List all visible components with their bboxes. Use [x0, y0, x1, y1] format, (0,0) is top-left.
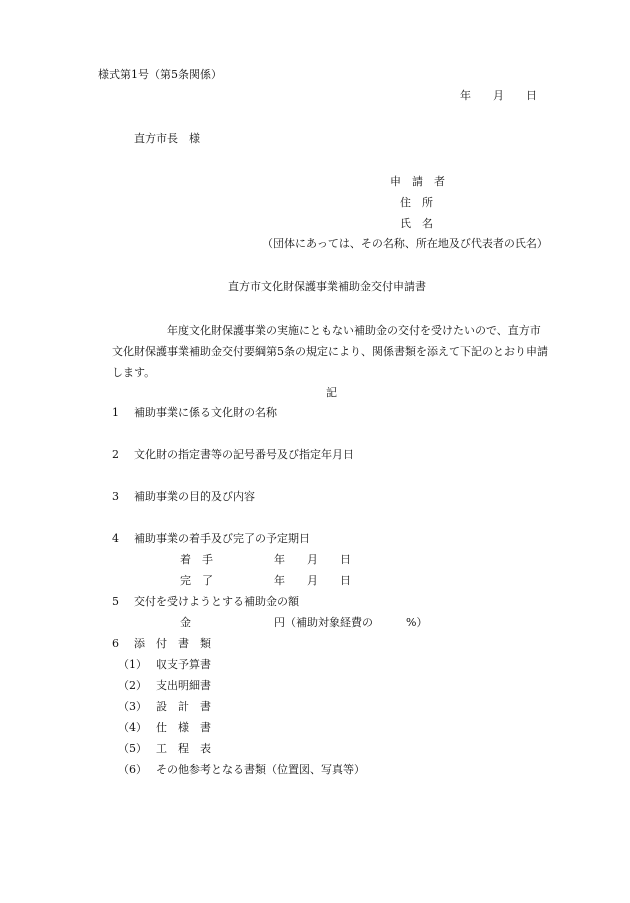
form-number: 様式第1号（第5条関係）	[98, 68, 222, 81]
item-5-label: 交付を受けようとする補助金の額	[134, 595, 299, 608]
attachment-6-label: その他参考となる書類（位置図、写真等）	[156, 763, 365, 776]
body-text: 年度文化財保護事業の実施にともない補助金の交付を受けたいので、直方市文化財保護事業補助金交付要綱第5条の規定により、関係書類を添えて下記のとおり申請します。	[112, 324, 548, 379]
addressee: 直方市長 様	[134, 132, 200, 145]
item-3-label: 補助事業の目的及び内容	[134, 490, 255, 503]
end-label: 完 了	[180, 574, 213, 587]
item-5-number: 5	[112, 595, 119, 608]
item-1-number: 1	[112, 406, 119, 419]
start-date: 年 月 日	[274, 553, 351, 566]
amount-suffix: 円（補助対象経費の %）	[274, 616, 428, 629]
applicant-address-label: 住 所	[400, 196, 433, 209]
attachment-1-number: （1）	[118, 658, 147, 671]
document-title: 直方市文化財保護事業補助金交付申請書	[228, 280, 426, 293]
applicant-heading: 申 請 者	[390, 175, 445, 188]
amount-prefix: 金	[180, 616, 191, 629]
item-2-label: 文化財の指定書等の記号番号及び指定年月日	[134, 448, 354, 461]
attachment-4-number: （4）	[118, 721, 147, 734]
item-6-label: 添 付 書 類	[134, 637, 211, 650]
attachment-6-number: （6）	[118, 763, 147, 776]
attachment-5-number: （5）	[118, 742, 147, 755]
item-4-label: 補助事業の着手及び完了の予定期日	[134, 532, 310, 545]
body-paragraph	[112, 320, 548, 383]
item-6-number: 6	[112, 637, 119, 650]
applicant-name-label: 氏 名	[400, 217, 433, 230]
end-date: 年 月 日	[274, 574, 351, 587]
attachment-5-label: 工 程 表	[156, 742, 211, 755]
item-1-label: 補助事業に係る文化財の名称	[134, 406, 277, 419]
date-line: 年 月 日	[460, 89, 537, 102]
item-3-number: 3	[112, 490, 119, 503]
applicant-note: （団体にあっては、その名称、所在地及び代表者の氏名）	[262, 237, 548, 250]
attachment-3-label: 設 計 書	[156, 700, 211, 713]
item-4-number: 4	[112, 532, 119, 545]
attachment-2-label: 支出明細書	[156, 679, 211, 692]
attachment-2-number: （2）	[118, 679, 147, 692]
attachment-1-label: 収支予算書	[156, 658, 211, 671]
item-2-number: 2	[112, 448, 119, 461]
start-label: 着 手	[180, 553, 213, 566]
ki-label: 記	[326, 386, 337, 399]
attachment-3-number: （3）	[118, 700, 147, 713]
attachment-4-label: 仕 様 書	[156, 721, 211, 734]
